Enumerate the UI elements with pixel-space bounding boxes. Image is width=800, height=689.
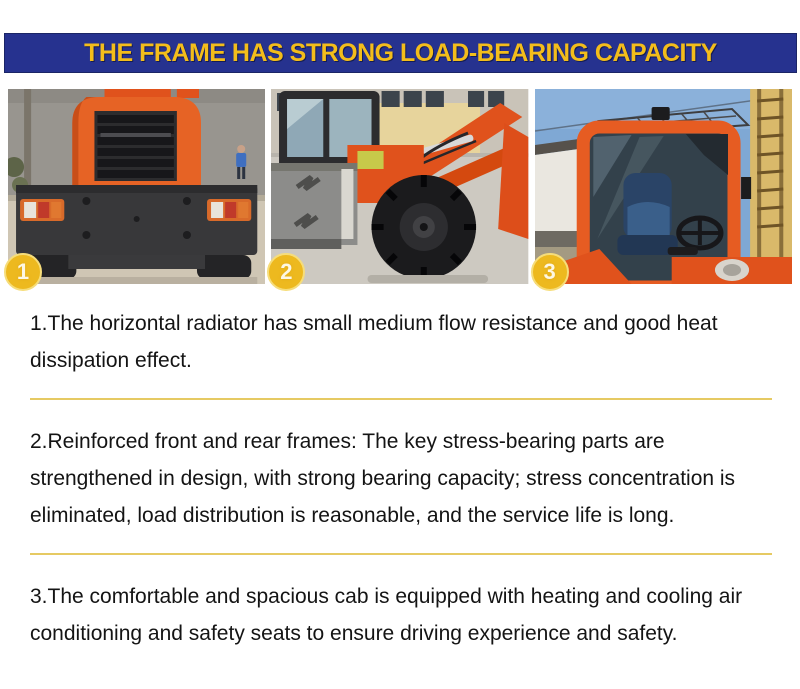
photo-card-1 xyxy=(8,89,265,284)
loader-side-view-photo xyxy=(271,89,528,284)
feature-paragraph-1: 1.The horizontal radiator has small medium flow resistance and good heat dissipation effect. xyxy=(30,312,718,372)
feature-list xyxy=(30,305,772,652)
photo-number-badge-1: 1 xyxy=(4,253,42,291)
divider-line-1 xyxy=(30,398,772,400)
photo-number-badge-3: 3 xyxy=(531,253,569,291)
loader-cab-photo xyxy=(535,89,792,284)
photo-gallery xyxy=(8,89,792,284)
section-title: THE FRAME HAS STRONG LOAD-BEARING CAPACITY xyxy=(84,38,717,67)
photo-number-badge-2: 2 xyxy=(267,253,305,291)
divider-line-2 xyxy=(30,553,772,555)
loader-rear-view-photo xyxy=(8,89,265,284)
section-header-banner xyxy=(4,33,797,73)
photo-card-3 xyxy=(535,89,792,284)
feature-paragraph-3: 3.The comfortable and spacious cab is equipped with heating and cooling air conditioning and safety seats to ensure driving experience and safety. xyxy=(30,585,743,645)
photo-card-2 xyxy=(271,89,528,284)
feature-paragraph-2: 2.Reinforced front and rear frames: The key stress-bearing parts are strengthened in design, with strong bearing capacity; stress concentration is eliminated, load distribution is reasonable, and the service life is long. xyxy=(30,430,736,527)
